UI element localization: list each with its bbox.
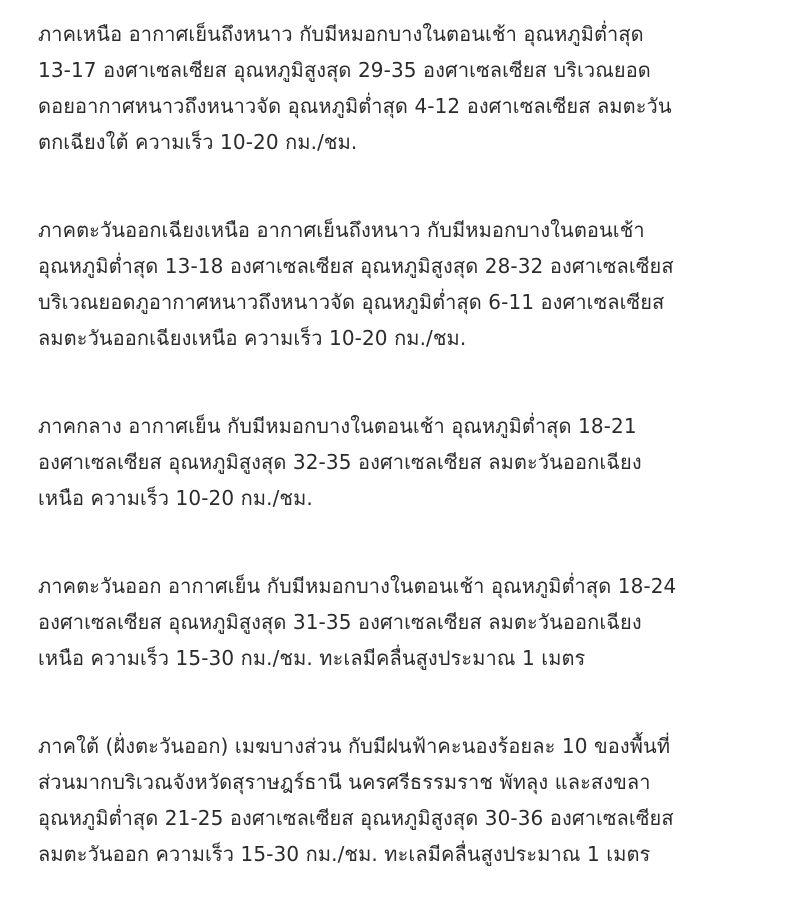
forecast-paragraph-south-east-coast	[38, 728, 768, 872]
paragraph-line: ภาคตะวันออกเฉียงเหนือ อากาศเย็นถึงหนาว กับมีหมอกบางในตอนเช้า	[38, 218, 645, 242]
paragraph-line: ดอยอากาศหนาวถึงหนาวจัด อุณหภูมิต่ำสุด 4-12 องศาเซลเซียส ลมตะวัน	[38, 94, 672, 118]
paragraph-line: ส่วนมากบริเวณจังหวัดสุราษฎร์ธานี นครศรีธรรมราช พัทลุง และสงขลา	[38, 770, 651, 794]
paragraph-line: เหนือ ความเร็ว 15-30 กม./ชม. ทะเลมีคลื่นสูงประมาณ 1 เมตร	[38, 646, 586, 670]
paragraph-line: อุณหภูมิต่ำสุด 21-25 องศาเซลเซียส อุณหภูมิสูงสุด 30-36 องศาเซลเซียส	[38, 806, 674, 830]
paragraph-line: เหนือ ความเร็ว 10-20 กม./ชม.	[38, 486, 313, 510]
weather-forecast-article	[38, 16, 768, 924]
paragraph-line: ลมตะวันออกเฉียงเหนือ ความเร็ว 10-20 กม./ชม.	[38, 326, 467, 350]
paragraph-line: ภาคใต้ (ฝั่งตะวันออก) เมฆบางส่วน กับมีฝนฟ้าคะนองร้อยละ 10 ของพื้นที่	[38, 734, 671, 758]
forecast-paragraph-east	[38, 568, 768, 676]
paragraph-line: องศาเซลเซียส อุณหภูมิสูงสุด 32-35 องศาเซลเซียส ลมตะวันออกเฉียง	[38, 450, 642, 474]
paragraph-line: ภาคตะวันออก อากาศเย็น กับมีหมอกบางในตอนเช้า อุณหภูมิต่ำสุด 18-24	[38, 574, 677, 598]
paragraph-line: ลมตะวันออก ความเร็ว 15-30 กม./ชม. ทะเลมีคลื่นสูงประมาณ 1 เมตร	[38, 842, 651, 866]
forecast-paragraph-central	[38, 408, 768, 516]
forecast-paragraph-north	[38, 16, 768, 160]
paragraph-line: บริเวณยอดภูอากาศหนาวถึงหนาวจัด อุณหภูมิต่ำสุด 6-11 องศาเซลเซียส	[38, 290, 665, 314]
paragraph-line: ภาคกลาง อากาศเย็น กับมีหมอกบางในตอนเช้า อุณหภูมิต่ำสุด 18-21	[38, 414, 637, 438]
forecast-paragraph-northeast	[38, 212, 768, 356]
paragraph-line: องศาเซลเซียส อุณหภูมิสูงสุด 31-35 องศาเซลเซียส ลมตะวันออกเฉียง	[38, 610, 642, 634]
paragraph-line: ตกเฉียงใต้ ความเร็ว 10-20 กม./ชม.	[38, 130, 358, 154]
paragraph-line: ภาคเหนือ อากาศเย็นถึงหนาว กับมีหมอกบางในตอนเช้า อุณหภูมิต่ำสุด	[38, 22, 644, 46]
paragraph-line: อุณหภูมิต่ำสุด 13-18 องศาเซลเซียส อุณหภูมิสูงสุด 28-32 องศาเซลเซียส	[38, 254, 674, 278]
paragraph-line: 13-17 องศาเซลเซียส อุณหภูมิสูงสุด 29-35 องศาเซลเซียส บริเวณยอด	[38, 58, 651, 82]
